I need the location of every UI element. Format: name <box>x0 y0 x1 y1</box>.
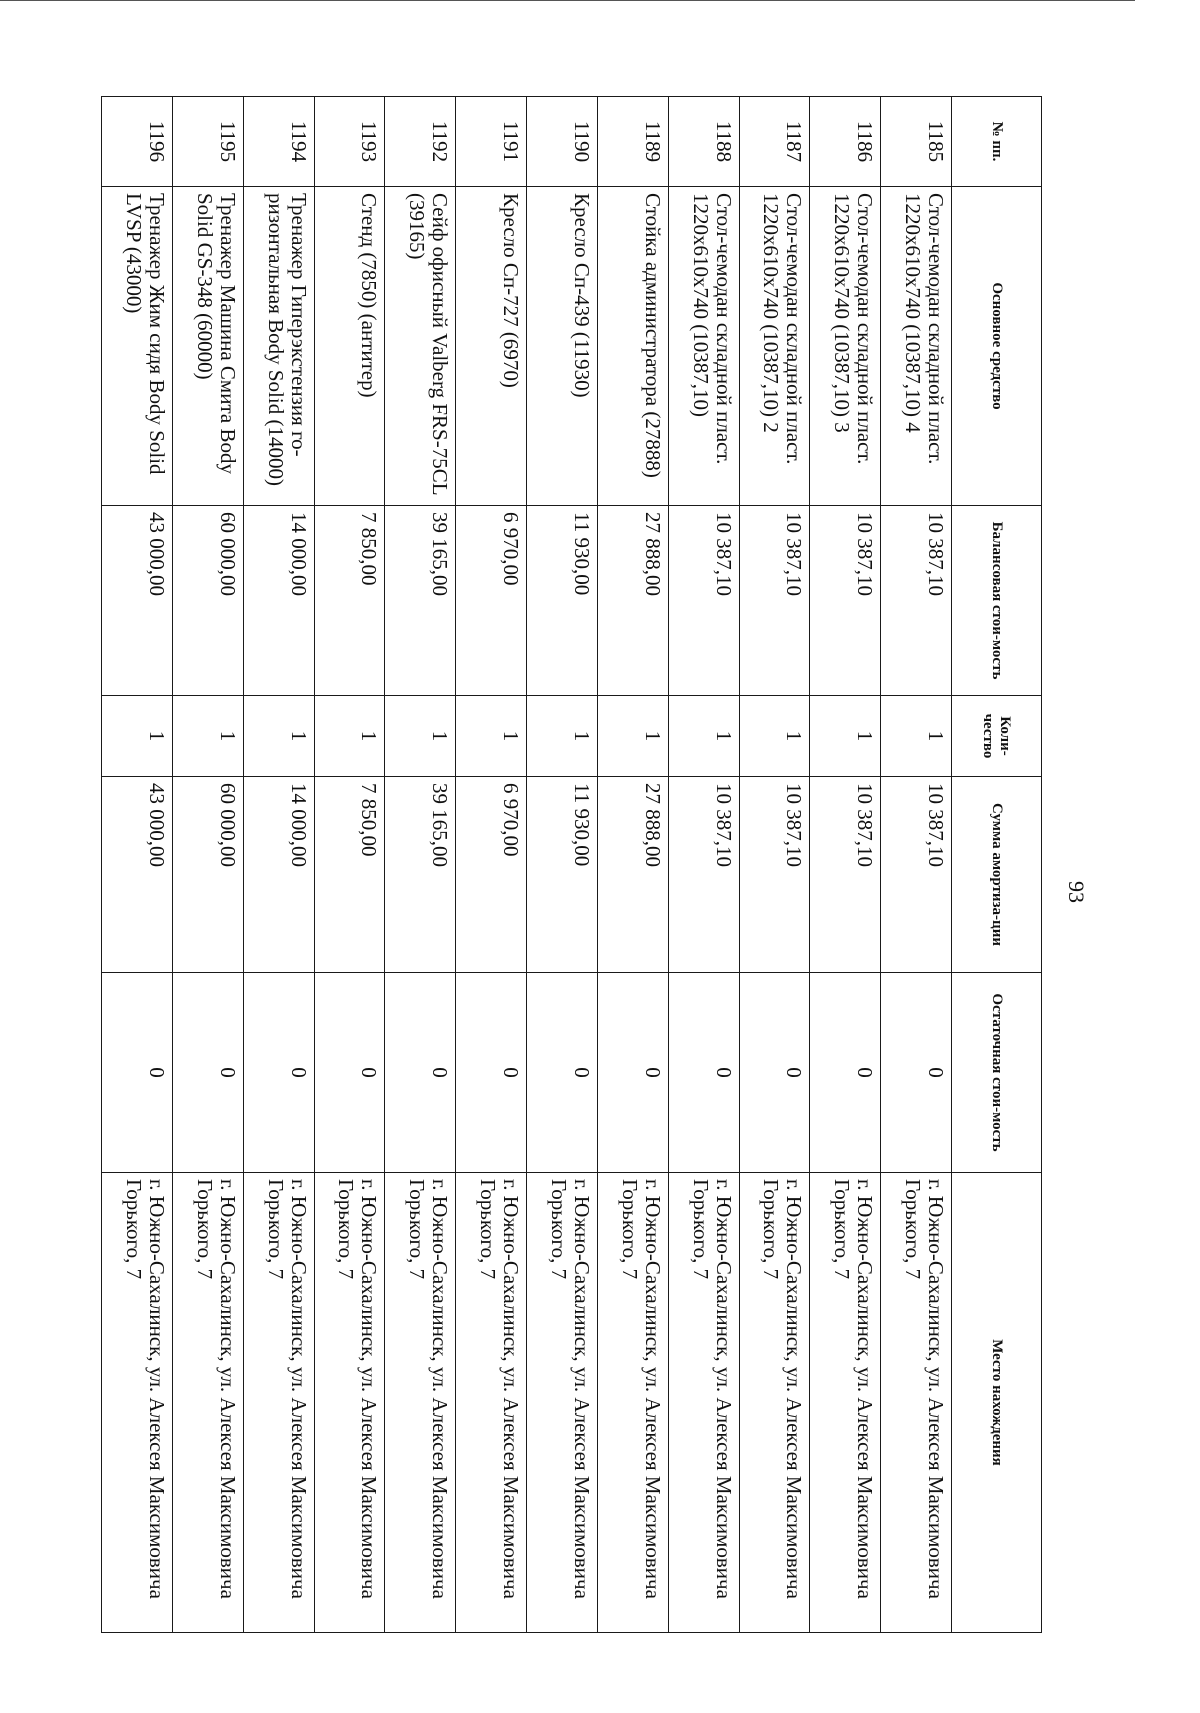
cell-amortization: 14 000,00 <box>243 777 314 973</box>
cell-qty: 1 <box>243 696 314 777</box>
page-top-border <box>0 0 1135 1</box>
cell-balance: 11 930,00 <box>527 506 598 696</box>
table-body <box>102 97 952 1633</box>
cell-qty: 1 <box>172 696 243 777</box>
header-location: Место нахождения <box>952 1173 1042 1633</box>
cell-balance: 10 387,10 <box>739 506 810 696</box>
cell-num: 1194 <box>243 97 314 187</box>
table-row <box>456 97 527 1633</box>
cell-balance: 60 000,00 <box>172 506 243 696</box>
cell-qty: 1 <box>456 696 527 777</box>
cell-amortization: 10 387,10 <box>881 777 952 973</box>
cell-num: 1191 <box>456 97 527 187</box>
cell-location: г. Южно-Сахалинск, ул. Алексея Максимовича Горького, 7 <box>597 1173 668 1633</box>
table-row <box>597 97 668 1633</box>
cell-amortization: 11 930,00 <box>527 777 598 973</box>
cell-amortization: 43 000,00 <box>102 777 173 973</box>
cell-num: 1193 <box>314 97 385 187</box>
header-residual: Остаточная стои-мость <box>952 973 1042 1173</box>
cell-amortization: 6 970,00 <box>456 777 527 973</box>
cell-residual: 0 <box>881 973 952 1173</box>
cell-residual: 0 <box>527 973 598 1173</box>
page-number: 93 <box>1064 881 1089 903</box>
cell-residual: 0 <box>810 973 881 1173</box>
cell-asset: Кресло Сп-727 (6970) <box>456 187 527 506</box>
header-num: № пп. <box>952 97 1042 187</box>
cell-amortization: 60 000,00 <box>172 777 243 973</box>
table-row <box>102 97 173 1633</box>
cell-num: 1185 <box>881 97 952 187</box>
cell-balance: 43 000,00 <box>102 506 173 696</box>
cell-balance: 10 387,10 <box>810 506 881 696</box>
cell-asset: Стол-чемодан складной пласт. 1220х610х740 (10387,10) 2 <box>739 187 810 506</box>
table-row <box>172 97 243 1633</box>
table-row <box>881 97 952 1633</box>
cell-location: г. Южно-Сахалинск, ул. Алексея Максимовича Горького, 7 <box>314 1173 385 1633</box>
cell-balance: 14 000,00 <box>243 506 314 696</box>
cell-location: г. Южно-Сахалинск, ул. Алексея Максимовича Горького, 7 <box>243 1173 314 1633</box>
header-asset: Основное средство <box>952 187 1042 506</box>
cell-location: г. Южно-Сахалинск, ул. Алексея Максимовича Горького, 7 <box>881 1173 952 1633</box>
cell-qty: 1 <box>314 696 385 777</box>
cell-asset: Стенд (7850) (антитер) <box>314 187 385 506</box>
cell-qty: 1 <box>881 696 952 777</box>
cell-location: г. Южно-Сахалинск, ул. Алексея Максимовича Горького, 7 <box>172 1173 243 1633</box>
table-row <box>668 97 739 1633</box>
cell-residual: 0 <box>597 973 668 1173</box>
cell-residual: 0 <box>739 973 810 1173</box>
cell-balance: 39 165,00 <box>385 506 456 696</box>
cell-amortization: 39 165,00 <box>385 777 456 973</box>
table-row <box>243 97 314 1633</box>
cell-balance: 10 387,10 <box>668 506 739 696</box>
cell-qty: 1 <box>527 696 598 777</box>
header-balance: Балансовая стои-мость <box>952 506 1042 696</box>
cell-asset: Стол-чемодан складной пласт. 1220х610х740 (10387,10) 4 <box>881 187 952 506</box>
cell-residual: 0 <box>243 973 314 1173</box>
cell-location: г. Южно-Сахалинск, ул. Алексея Максимовича Горького, 7 <box>739 1173 810 1633</box>
cell-qty: 1 <box>810 696 881 777</box>
cell-num: 1196 <box>102 97 173 187</box>
table-row <box>314 97 385 1633</box>
cell-location: г. Южно-Сахалинск, ул. Алексея Максимовича Горького, 7 <box>668 1173 739 1633</box>
table-header-row <box>952 97 1042 1633</box>
cell-num: 1189 <box>597 97 668 187</box>
header-amortization: Сумма амортиза-ции <box>952 777 1042 973</box>
cell-asset: Стол-чемодан складной пласт. 1220х610х740 (10387,10) 3 <box>810 187 881 506</box>
cell-num: 1186 <box>810 97 881 187</box>
cell-amortization: 10 387,10 <box>810 777 881 973</box>
cell-residual: 0 <box>172 973 243 1173</box>
cell-location: г. Южно-Сахалинск, ул. Алексея Максимовича Горького, 7 <box>810 1173 881 1633</box>
cell-qty: 1 <box>385 696 456 777</box>
cell-amortization: 7 850,00 <box>314 777 385 973</box>
cell-asset: Стойка администратора (27888) <box>597 187 668 506</box>
cell-balance: 27 888,00 <box>597 506 668 696</box>
cell-num: 1190 <box>527 97 598 187</box>
cell-asset: Сейф офисный Valberg FRS-75CL (39165) <box>385 187 456 506</box>
cell-residual: 0 <box>385 973 456 1173</box>
cell-asset: Тренажер Жим сидя Body Solid LVSP (43000) <box>102 187 173 506</box>
cell-asset: Тренажер Машина Смита Body Solid GS-348 (60000) <box>172 187 243 506</box>
cell-amortization: 27 888,00 <box>597 777 668 973</box>
cell-residual: 0 <box>314 973 385 1173</box>
cell-asset: Кресло Сп-439 (11930) <box>527 187 598 506</box>
table-row <box>810 97 881 1633</box>
cell-num: 1195 <box>172 97 243 187</box>
cell-num: 1187 <box>739 97 810 187</box>
cell-asset: Тренажер Гиперэкстензия го-ризонтальная Body Solid (14000) <box>243 187 314 506</box>
header-qty: Коли-чество <box>952 696 1042 777</box>
cell-location: г. Южно-Сахалинск, ул. Алексея Максимовича Горького, 7 <box>527 1173 598 1633</box>
cell-qty: 1 <box>597 696 668 777</box>
table-row <box>385 97 456 1633</box>
cell-residual: 0 <box>102 973 173 1173</box>
cell-qty: 1 <box>102 696 173 777</box>
cell-balance: 10 387,10 <box>881 506 952 696</box>
cell-location: г. Южно-Сахалинск, ул. Алексея Максимовича Горького, 7 <box>385 1173 456 1633</box>
cell-amortization: 10 387,10 <box>668 777 739 973</box>
cell-residual: 0 <box>668 973 739 1173</box>
cell-balance: 6 970,00 <box>456 506 527 696</box>
assets-table-container <box>101 96 1042 1632</box>
cell-location: г. Южно-Сахалинск, ул. Алексея Максимовича Горького, 7 <box>456 1173 527 1633</box>
cell-qty: 1 <box>739 696 810 777</box>
table-row <box>527 97 598 1633</box>
cell-amortization: 10 387,10 <box>739 777 810 973</box>
cell-num: 1192 <box>385 97 456 187</box>
cell-num: 1188 <box>668 97 739 187</box>
cell-residual: 0 <box>456 973 527 1173</box>
assets-table <box>101 96 1042 1633</box>
cell-asset: Стол-чемодан складной пласт. 1220х610х740 (10387,10) <box>668 187 739 506</box>
table-row <box>739 97 810 1633</box>
cell-balance: 7 850,00 <box>314 506 385 696</box>
cell-location: г. Южно-Сахалинск, ул. Алексея Максимовича Горького, 7 <box>102 1173 173 1633</box>
cell-qty: 1 <box>668 696 739 777</box>
